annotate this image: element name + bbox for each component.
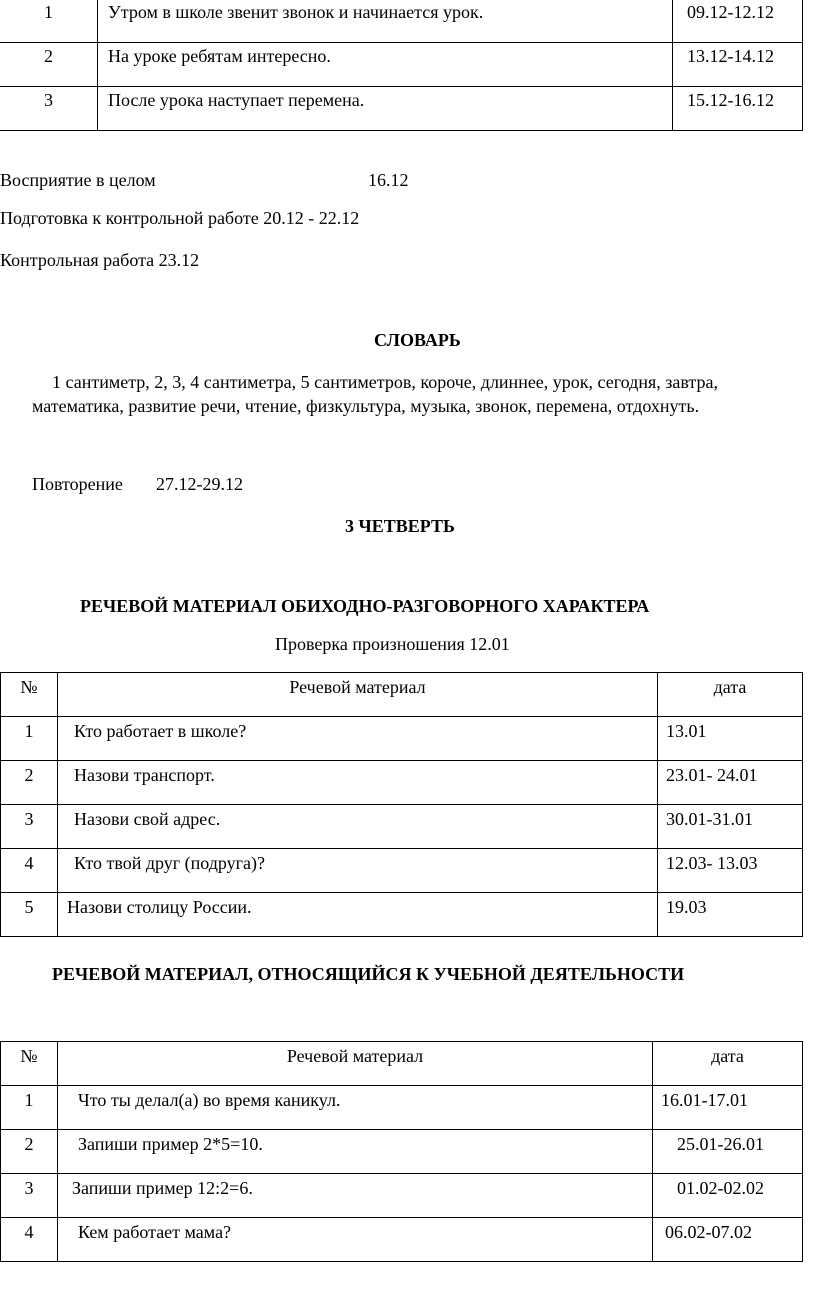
row-number: 3 — [1, 805, 58, 849]
row-text: Запиши пример 2*5=10. — [58, 1130, 653, 1174]
row-date: 30.01-31.01 — [658, 805, 803, 849]
row-text: Кем работает мама? — [58, 1218, 653, 1262]
quarter-heading: 3 ЧЕТВЕРТЬ — [345, 516, 455, 536]
table-row — [0, 87, 803, 131]
row-number: 4 — [1, 1218, 58, 1262]
table-header-row — [1, 1042, 803, 1086]
perception-date: 16.12 — [368, 170, 409, 190]
row-number: 2 — [1, 1130, 58, 1174]
repetition-label: Повторение — [32, 474, 123, 494]
column-header-material: Речевой материал — [58, 1042, 653, 1086]
row-text: Что ты делал(а) во время каникул. — [58, 1086, 653, 1130]
dictionary-heading: СЛОВАРЬ — [374, 330, 461, 350]
section1-heading: РЕЧЕВОЙ МАТЕРИАЛ ОБИХОДНО-РАЗГОВОРНОГО ХАРАКТЕРА — [80, 596, 650, 616]
row-date: 13.12-14.12 — [673, 43, 803, 87]
table-row — [1, 849, 803, 893]
section2-heading: РЕЧЕВОЙ МАТЕРИАЛ, ОТНОСЯЩИЙСЯ К УЧЕБНОЙ ДЕЯТЕЛЬНОСТИ — [52, 964, 685, 984]
row-text: На уроке ребятам интересно. — [98, 43, 673, 87]
row-date: 23.01- 24.01 — [658, 761, 803, 805]
row-number: 3 — [1, 1174, 58, 1218]
row-date: 15.12-16.12 — [673, 87, 803, 131]
column-header-material: Речевой материал — [58, 673, 658, 717]
row-number: 5 — [1, 893, 58, 937]
dictionary-line-1: 1 сантиметр, 2, 3, 4 сантиметра, 5 сантиметров, короче, длиннее, урок, сегодня, завтра, — [52, 372, 718, 392]
table-row — [1, 1218, 803, 1262]
row-number: 3 — [0, 87, 98, 131]
row-number: 1 — [0, 0, 98, 43]
table-row — [1, 1086, 803, 1130]
table-header-row — [1, 673, 803, 717]
row-number: 2 — [0, 43, 98, 87]
row-date: 09.12-12.12 — [673, 0, 803, 43]
row-date: 12.03- 13.03 — [658, 849, 803, 893]
row-number: 1 — [1, 1086, 58, 1130]
row-date: 13.01 — [658, 717, 803, 761]
control-work-line: Контрольная работа 23.12 — [0, 250, 200, 270]
row-text: Кто твой друг (подруга)? — [58, 849, 658, 893]
row-text: Назови транспорт. — [58, 761, 658, 805]
row-text: Запиши пример 12:2=6. — [58, 1174, 653, 1218]
table-row — [1, 1130, 803, 1174]
learning-speech-table — [0, 1041, 803, 1262]
test-preparation-line: Подготовка к контрольной работе 20.12 - 22.12 — [0, 208, 360, 228]
column-header-date: дата — [658, 673, 803, 717]
row-text: Кто работает в школе? — [58, 717, 658, 761]
row-text: Назови свой адрес. — [58, 805, 658, 849]
row-number: 4 — [1, 849, 58, 893]
row-number: 2 — [1, 761, 58, 805]
row-date: 25.01-26.01 — [653, 1130, 803, 1174]
table-row — [1, 761, 803, 805]
row-number: 1 — [1, 717, 58, 761]
column-header-number: № — [1, 673, 58, 717]
table-row — [0, 0, 803, 43]
table-row — [1, 717, 803, 761]
row-date: 19.03 — [658, 893, 803, 937]
table-row — [1, 893, 803, 937]
section1-subheading: Проверка произношения 12.01 — [275, 634, 510, 654]
lesson-topics-table — [0, 0, 803, 131]
dictionary-line-2: математика, развитие речи, чтение, физкультура, музыка, звонок, перемена, отдохнуть. — [32, 396, 700, 416]
perception-label: Восприятие в целом — [0, 170, 156, 190]
repetition-date: 27.12-29.12 — [156, 474, 243, 494]
row-text: После урока наступает перемена. — [98, 87, 673, 131]
table-row — [1, 805, 803, 849]
row-date: 01.02-02.02 — [653, 1174, 803, 1218]
row-date: 16.01-17.01 — [653, 1086, 803, 1130]
row-text: Утром в школе звенит звонок и начинается урок. — [98, 0, 673, 43]
table-row — [1, 1174, 803, 1218]
table-row — [0, 43, 803, 87]
column-header-date: дата — [653, 1042, 803, 1086]
column-header-number: № — [1, 1042, 58, 1086]
row-text: Назови столицу России. — [58, 893, 658, 937]
row-date: 06.02-07.02 — [653, 1218, 803, 1262]
everyday-speech-table — [0, 672, 803, 937]
